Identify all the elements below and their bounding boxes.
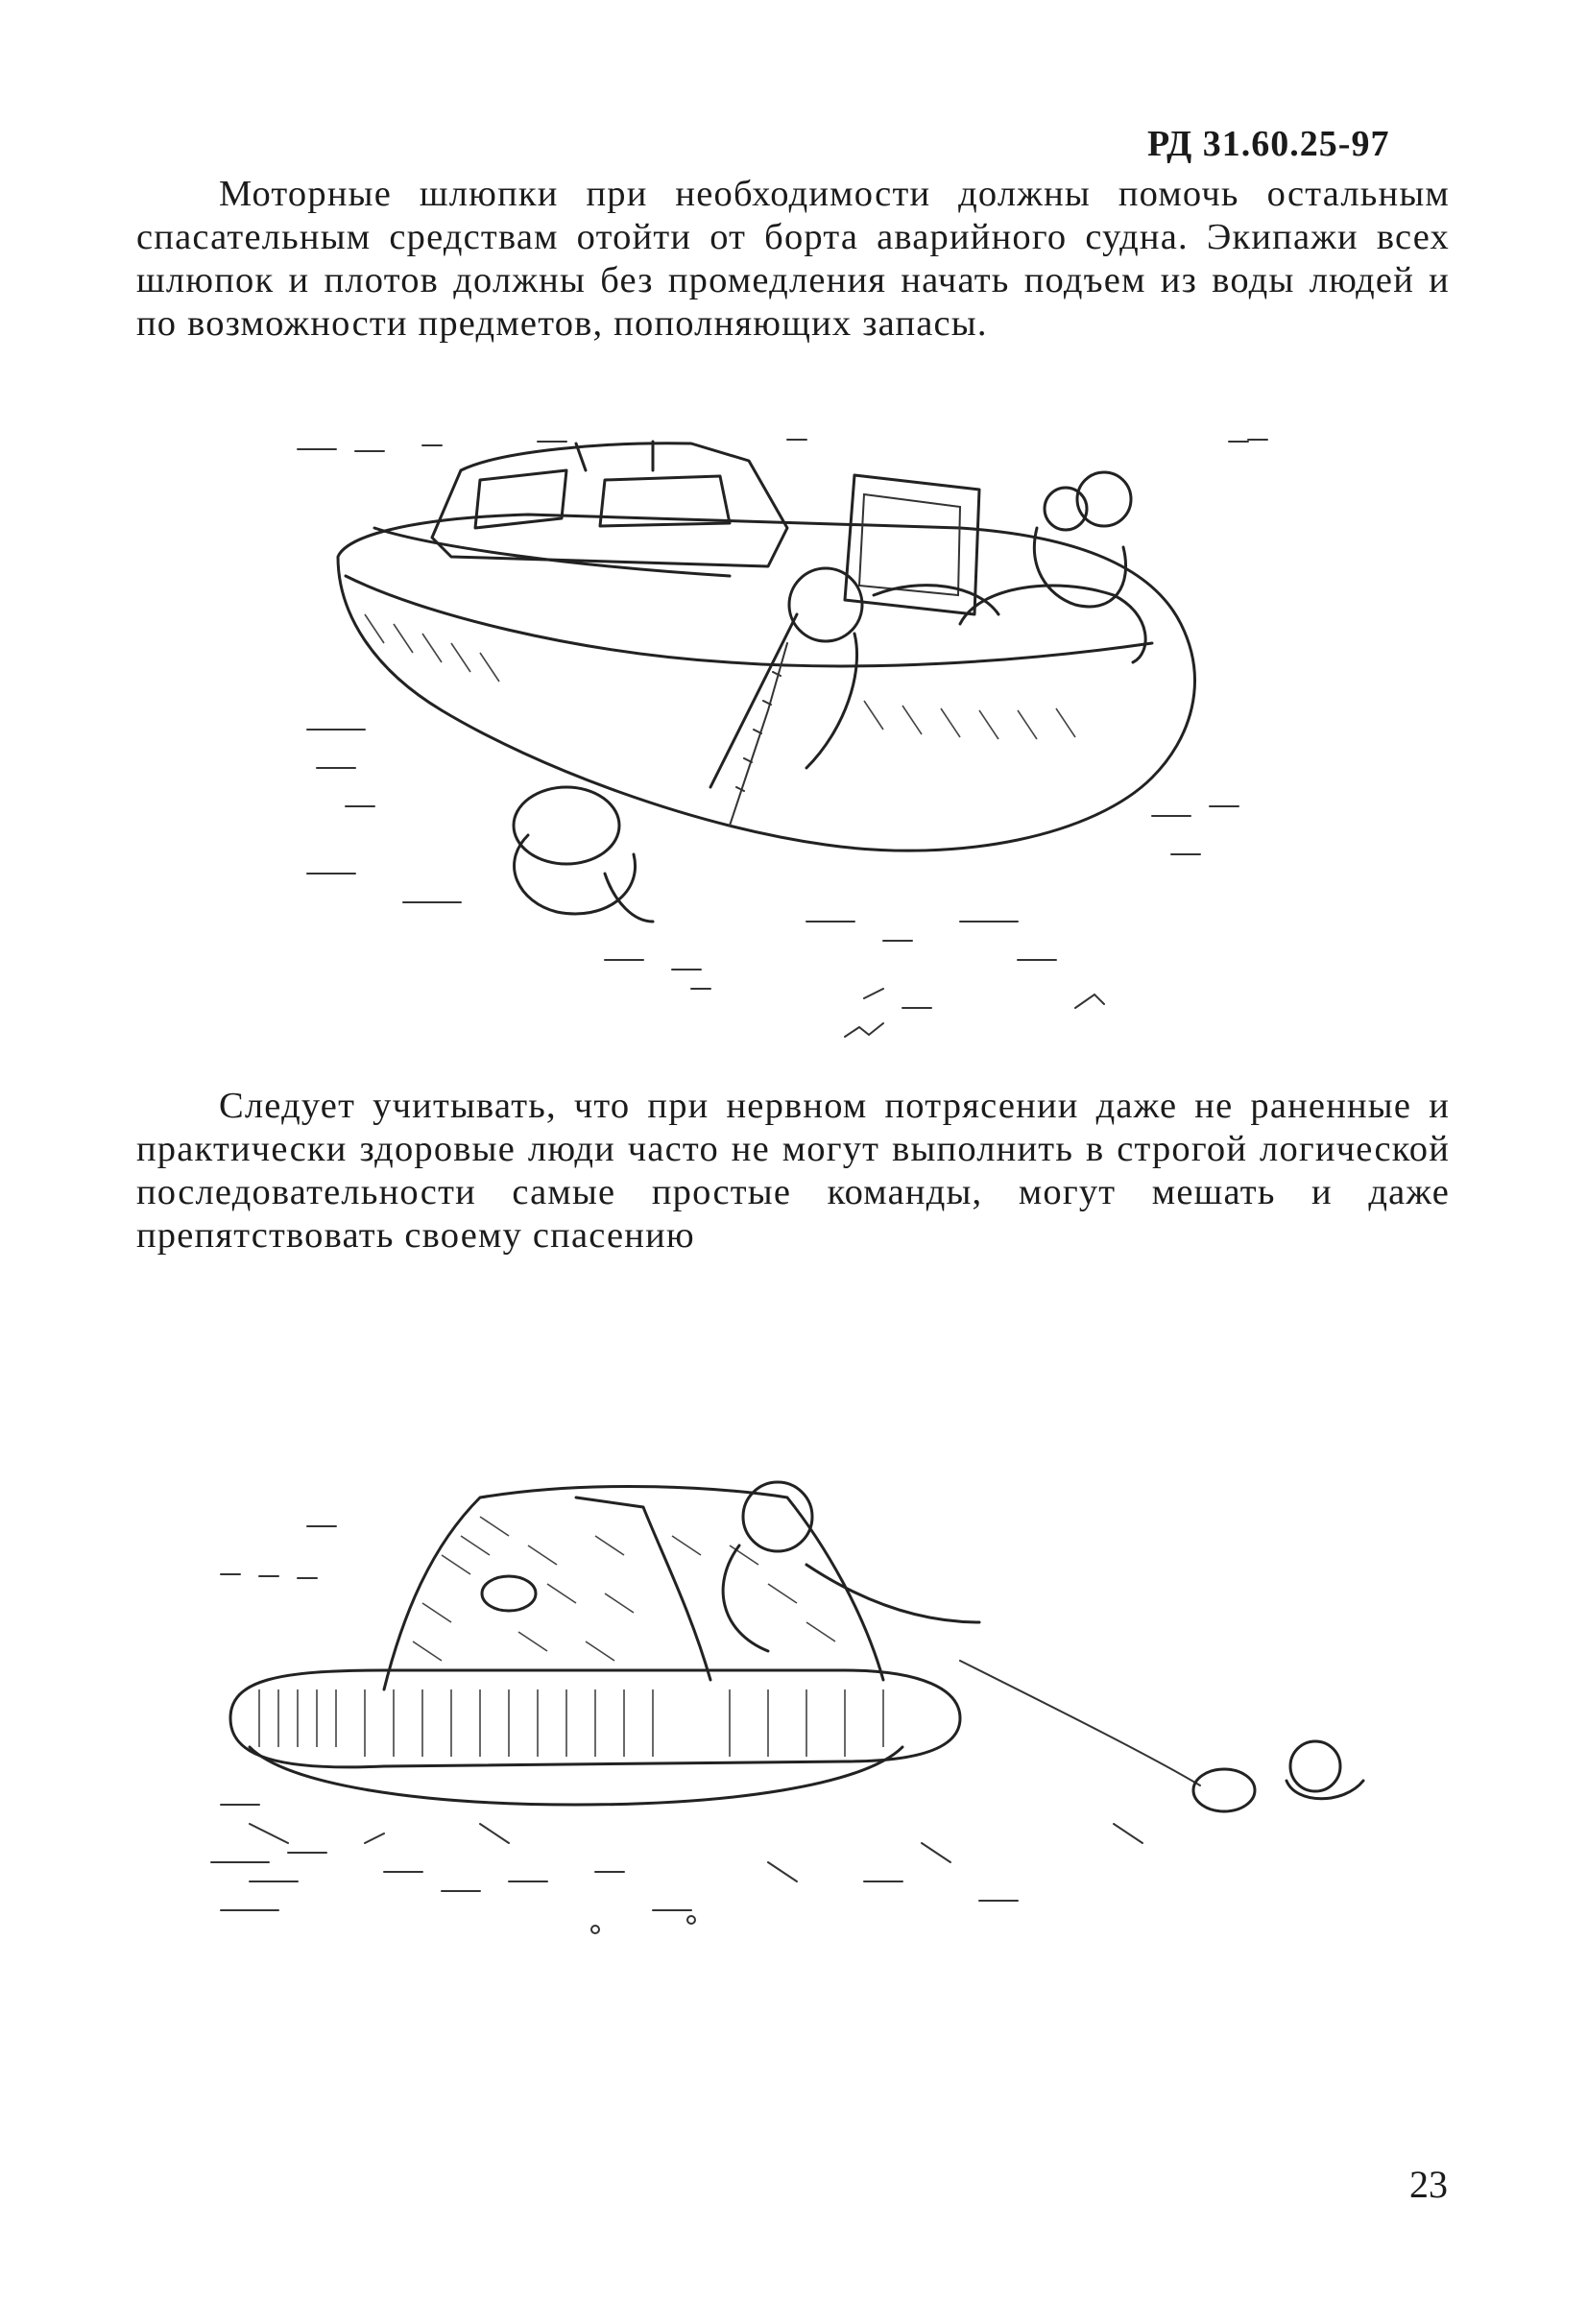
paragraph-nervous-shock: [136, 1085, 1450, 1258]
document-code-header: РД 31.60.25-97: [1147, 124, 1390, 164]
liferaft-drawing: [192, 1459, 1440, 1987]
paragraph-lifeboats: [136, 173, 1450, 346]
liferaft-rescue-illustration: [192, 1459, 1440, 1987]
paragraph-nervous-shock-text: Следует учитывать, что при нервном потрясении даже не раненные и практически здоровые люди часто не могут выполнить в строгой логической последовательности самые простые команды, могут мешать и даже препятствовать своему спасению: [136, 1086, 1450, 1256]
paragraph-lifeboats-text: Моторные шлюпки при необходимости должны помочь остальным спасательным средствам отойти от борта аварийного судна. Экипажи всех шлюпок и плотов должны без промедления начать подъем из воды людей и по возможности предметов, пополняющих запасы.: [136, 174, 1450, 344]
page-number: 23: [1409, 2163, 1448, 2206]
lifeboat-drawing: [288, 422, 1306, 1056]
lifeboat-rescue-illustration: [288, 422, 1306, 1056]
